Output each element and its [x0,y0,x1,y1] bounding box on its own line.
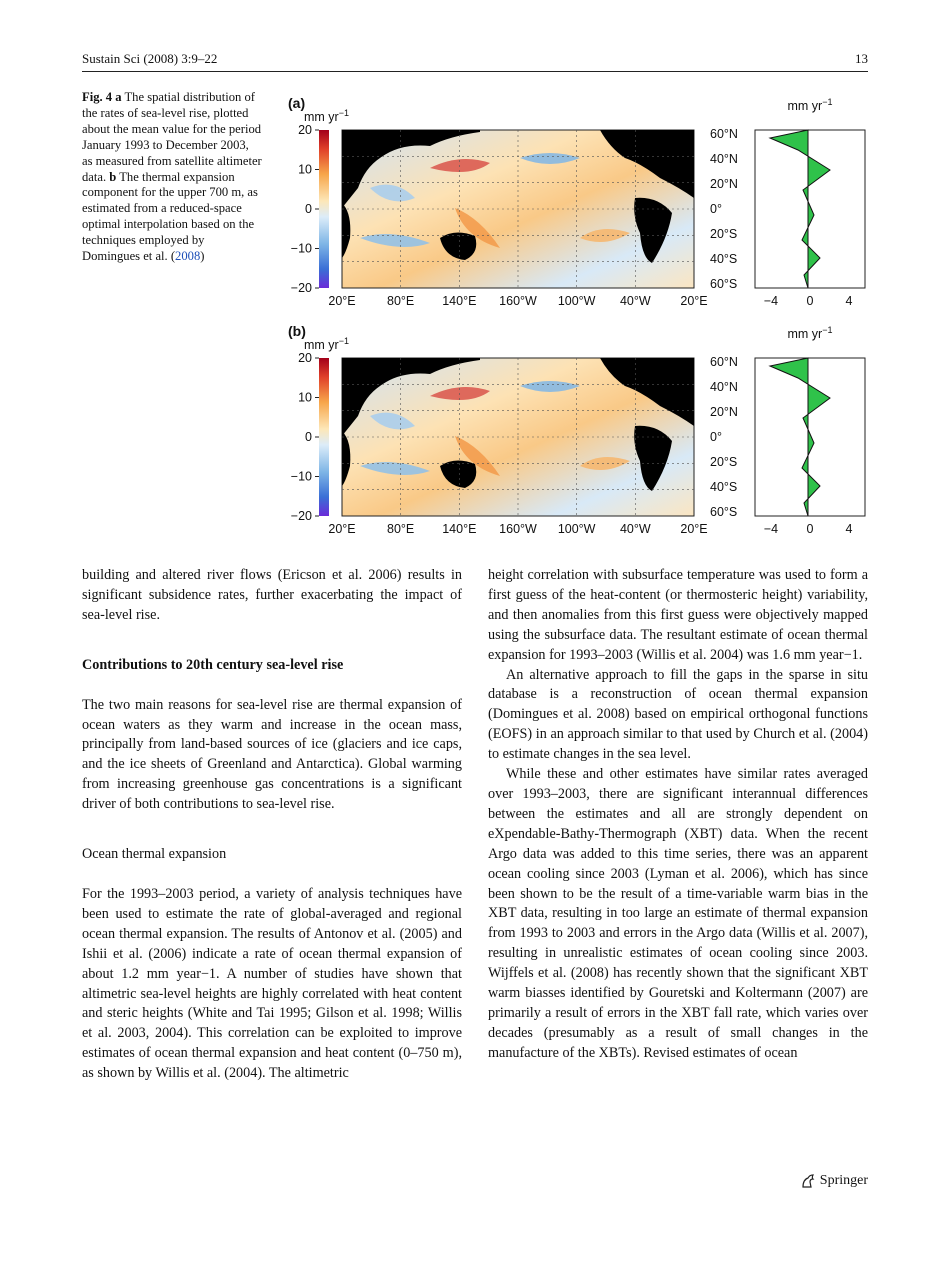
caption-ref-link[interactable]: 2008 [175,249,201,264]
publisher-logo [800,1173,868,1189]
latitude-tick: 20°N [710,177,738,191]
profile-tick: 0 [806,294,814,308]
longitude-tick: 20°E [680,522,708,536]
springer-horse-icon [800,1173,816,1189]
panel-b [288,323,865,536]
section-heading: Contributions to 20th century sea-level rise [82,656,344,673]
latitude-tick: 40°N [710,152,738,166]
colorbar-tick: 20 [298,351,312,365]
profile-units: mm $yr^{-1}$ [787,97,833,113]
colorbar-tick: −10 [290,241,312,256]
profile-tick: 4 [845,522,853,536]
colorbar-units: mm $yr^{-1}$ [304,336,349,352]
paragraph: building and altered river flows (Ericson et al. 2006) results in significant subsidence rates, further exacerbating the impact of sea-level rise. [82,567,462,623]
panel-label: (b) [288,323,306,339]
longitude-tick: 140°E [442,522,477,536]
longitude-tick: 100°W [557,522,596,536]
zonal-profile [770,358,830,516]
sea-level-maps [280,88,880,548]
left-column [82,566,462,1084]
right-column [488,566,868,1064]
paragraph: For the 1993–2003 period, a variety of analysis techniques have been used to estimate the rate of global-averaged and regional ocean thermal expansion. The results of Antonov et al. (2005) and Ishii et al. (2006) indicate a rate of ocean thermal expansion of about 1.2 mm year−1. A number of studies have shown that altimetric sea-level heights are highly correlated with heat content and steric heights (White and Tai 1995; Gilson et al. 1998; Willis et al. 2003, 2004). This correlation can be exploited to improve estimates of ocean thermal expansion and heat content (0–750 m), as shown by Willis et al. (2004). The altimetric [82,885,462,1082]
profile-tick: −4 [763,522,779,536]
latitude-tick: 20°S [710,227,738,241]
profile-tick: 0 [806,522,814,536]
latitude-tick: 40°N [710,380,738,394]
longitude-tick: 80°E [387,522,415,536]
panel-a [288,95,865,308]
profile-units: mm $yr^{-1}$ [787,325,833,341]
colorbar-tick: 10 [298,390,312,405]
figure-4 [280,88,880,548]
longitude-tick: 20°E [680,294,708,308]
longitude-tick: 20°E [328,522,356,536]
latitude-tick: 60°N [710,355,738,369]
latitude-tick: 20°S [710,455,738,469]
running-header-journal: Sustain Sci (2008) 3:9–22 [82,51,218,66]
panel-label: (a) [288,95,306,111]
colorbar-tick: 10 [298,162,312,177]
paragraph: height correlation with subsurface temperature was used to form a first guess of the heat-content (or thermosteric height) variability, and then anomalies from this first guess were objectively mapped using the subsurface data. The resultant estimate of ocean thermal expansion for 1993–2003 (Willis et al. 2004) was 1.6 mm year−1. [488,567,868,663]
latitude-tick: 60°N [710,127,738,141]
figure-label: Fig. 4 [82,90,113,104]
latitude-tick: 60°S [710,277,738,291]
latitude-tick: 40°S [710,252,738,266]
caption-part-b-letter: b [109,169,117,184]
longitude-tick: 160°W [499,294,537,308]
colorbar-units: mm $yr^{-1}$ [304,108,349,124]
caption-part-b-text: The thermal expansion component for the upper 700 m, as estimated from a reduced-space optimal interpolation based on the techniques employed by Domingues et al. [82,169,258,264]
longitude-tick: 160°W [499,522,537,536]
longitude-tick: 100°W [557,294,596,308]
colorbar-tick: −20 [290,281,312,295]
longitude-tick: 140°E [442,294,477,308]
colorbar-tick: −10 [290,469,312,484]
latitude-tick: 0° [710,430,722,444]
colorbar-tick: 0 [305,430,312,444]
figure-caption: Fig. 4 a The spatial distribution of the rates of sea-level rise, plotted about the mean value for the period January 1993 to December 2003, as measured from satellite altimeter data. b The thermal expansion component for the upper 700 m, as estimated from a reduced-space optimal interpolation based on the techniques employed by Domingues et al. (2008) [82,90,262,264]
longitude-tick: 20°E [328,294,356,308]
colorbar [319,130,329,288]
longitude-tick: 40°W [619,294,651,308]
page-number: 13 [855,51,868,66]
colorbar [319,358,329,516]
paragraph: While these and other estimates have similar rates averaged over 1993–2003, there are significant interannual differences between the estimates and all are strongly dependent on eXpendable-Bathy-Thermograph (XBT) data. When the recent Argo data was added to this time series, there was an apparent ocean cooling since 2003 (Lyman et al. 2006), which has since been shown to be the result of a time-variable warm bias in the XBT data, resulting in too large an estimate of thermal expansion from 1993 to 2003 and errors in the Argo data (Willis et al. 2007), resulting in unrealistic estimates of ocean cooling since 2003. Wijffels et al. (2008) has recently shown that the significant XBT warm biasses identified by Gouretski and Koltermann (2007) are primarily a result of errors in the XBT fall rate, which varies over decades (presumably as a result of small changes in the manufacture of the XBTs). Revised estimates of ocean [488,766,868,1061]
colorbar-tick: −20 [290,509,312,523]
profile-tick: −4 [763,294,779,308]
caption-part-a-text: The spatial distribution of the rates of sea-level rise, plotted about the mean value for the period January 1993 to December 2003, as measured from satellite altimeter data. [82,90,262,184]
longitude-tick: 80°E [387,294,415,308]
longitude-tick: 40°W [619,522,651,536]
latitude-tick: 60°S [710,505,738,519]
subsection-heading: Ocean thermal expansion [82,846,227,863]
colorbar-tick: 0 [305,202,312,216]
paragraph: An alternative approach to fill the gaps in the sparse in situ database is a reconstruction of ocean thermal expansion (Domingues et al. 2008) based on empirical orthogonal functions (EOFS) in an approach similar to that used by Church et al. (2004) to estimate changes in the sea level. [488,666,868,763]
header-rule [82,71,868,72]
caption-part-a-letter: a [115,90,122,104]
publisher-name: Springer [819,1173,868,1188]
profile-tick: 4 [845,294,853,308]
latitude-tick: 20°N [710,405,738,419]
latitude-tick: 0° [710,202,722,216]
paragraph: The two main reasons for sea-level rise are thermal expansion of ocean waters as they warm and increase in the ocean mass, principally from land-based sources of ice (glaciers and ice caps, and the ice sheets of Greenland and Antarctica). Global warming from increasing greenhouse gas concentrations is a significant driver of both contributions to sea-level rise. [82,696,462,813]
zonal-profile [770,130,830,288]
latitude-tick: 40°S [710,480,738,494]
colorbar-tick: 20 [298,123,312,137]
